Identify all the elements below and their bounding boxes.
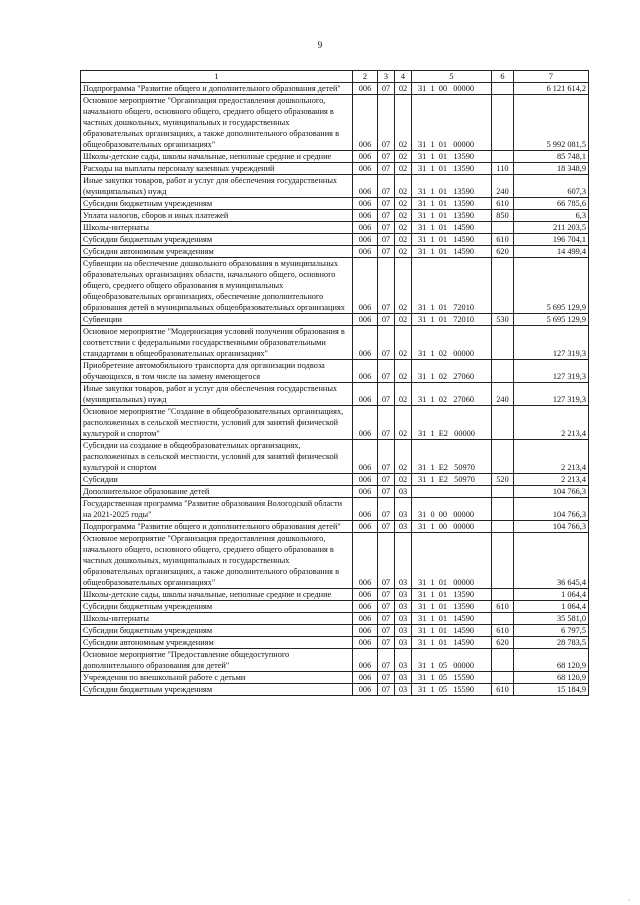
table-row <box>81 637 589 649</box>
target-item-code: 31 1 01 72010 <box>412 314 492 326</box>
table-row <box>81 258 589 314</box>
row-description: Субсидии на создание в общеобразовательных организациях, расположенных в сельской местности, условий для занятий физической культурой и спортом <box>81 440 353 474</box>
target-item-code: 31 0 00 00000 <box>412 498 492 521</box>
row-description: Подпрограмма "Развитие общего и дополнительного образования детей" <box>81 521 353 533</box>
table-row <box>81 625 589 637</box>
expense-type-code <box>492 326 514 360</box>
subsection-code: 02 <box>395 326 412 360</box>
expense-type-code: 530 <box>492 314 514 326</box>
expense-type-code: 610 <box>492 625 514 637</box>
section-code: 07 <box>378 498 395 521</box>
section-code: 07 <box>378 486 395 498</box>
section-code: 07 <box>378 649 395 672</box>
amount: 28 783,5 <box>514 637 589 649</box>
expense-type-code <box>492 360 514 383</box>
table-row <box>81 175 589 198</box>
row-description: Учреждения по внешкольной работе с детьми <box>81 672 353 684</box>
section-code: 07 <box>378 406 395 440</box>
target-item-code: 31 1 01 14590 <box>412 613 492 625</box>
table-header-row <box>81 71 589 83</box>
ministry-code: 006 <box>353 222 378 234</box>
amount: 5 992 081,5 <box>514 95 589 151</box>
table-row <box>81 521 589 533</box>
section-code: 07 <box>378 258 395 314</box>
subsection-code: 03 <box>395 601 412 613</box>
target-item-code: 31 1 00 00000 <box>412 521 492 533</box>
ministry-code: 006 <box>353 684 378 696</box>
section-code: 07 <box>378 360 395 383</box>
expense-type-code <box>492 440 514 474</box>
table-row <box>81 383 589 406</box>
table-row <box>81 589 589 601</box>
amount: 6,3 <box>514 210 589 222</box>
amount: 196 704,1 <box>514 234 589 246</box>
subsection-code: 02 <box>395 406 412 440</box>
amount: 5 695 129,9 <box>514 258 589 314</box>
section-code: 07 <box>378 521 395 533</box>
target-item-code: 31 1 02 27060 <box>412 383 492 406</box>
row-description: Уплата налогов, сборов и иных платежей <box>81 210 353 222</box>
target-item-code <box>412 486 492 498</box>
ministry-code: 006 <box>353 95 378 151</box>
page-number: 9 <box>317 40 323 50</box>
target-item-code: 31 1 01 13590 <box>412 151 492 163</box>
amount: 1 064,4 <box>514 601 589 613</box>
row-description: Подпрограмма "Развитие общего и дополнительного образования детей" <box>81 83 353 95</box>
section-code: 07 <box>378 234 395 246</box>
column-header: 4 <box>395 71 412 83</box>
ministry-code: 006 <box>353 672 378 684</box>
ministry-code: 006 <box>353 474 378 486</box>
amount: 15 184,9 <box>514 684 589 696</box>
table-row <box>81 314 589 326</box>
ministry-code: 006 <box>353 360 378 383</box>
expense-type-code: 620 <box>492 246 514 258</box>
column-header: 3 <box>378 71 395 83</box>
amount: 85 748,1 <box>514 151 589 163</box>
ministry-code: 006 <box>353 486 378 498</box>
amount: 66 785,6 <box>514 198 589 210</box>
expense-type-code <box>492 613 514 625</box>
expense-type-code <box>492 222 514 234</box>
section-code: 07 <box>378 163 395 175</box>
ministry-code: 006 <box>353 521 378 533</box>
table-row <box>81 360 589 383</box>
ministry-code: 006 <box>353 637 378 649</box>
row-description: Субсидии бюджетным учреждениям <box>81 684 353 696</box>
row-description: Школы-интернаты <box>81 222 353 234</box>
amount: 104 766,3 <box>514 486 589 498</box>
expense-type-code <box>492 521 514 533</box>
row-description: Основное мероприятие "Предоставление общедоступного дополнительного образования для детей" <box>81 649 353 672</box>
target-item-code: 31 1 01 14590 <box>412 222 492 234</box>
target-item-code: 31 1 01 13590 <box>412 175 492 198</box>
ministry-code: 006 <box>353 163 378 175</box>
ministry-code: 006 <box>353 440 378 474</box>
expense-type-code <box>492 95 514 151</box>
target-item-code: 31 1 01 72010 <box>412 258 492 314</box>
target-item-code: 31 1 01 00000 <box>412 95 492 151</box>
amount: 211 203,5 <box>514 222 589 234</box>
target-item-code: 31 1 05 15590 <box>412 684 492 696</box>
ministry-code: 006 <box>353 625 378 637</box>
subsection-code: 03 <box>395 684 412 696</box>
ministry-code: 006 <box>353 406 378 440</box>
ministry-code: 006 <box>353 314 378 326</box>
row-description: Школы-интернаты <box>81 613 353 625</box>
table-row <box>81 83 589 95</box>
subsection-code: 02 <box>395 210 412 222</box>
table-row <box>81 326 589 360</box>
section-code: 07 <box>378 613 395 625</box>
table-row <box>81 672 589 684</box>
subsection-code: 02 <box>395 163 412 175</box>
section-code: 07 <box>378 589 395 601</box>
ministry-code: 006 <box>353 83 378 95</box>
amount: 127 319,3 <box>514 360 589 383</box>
expense-type-code <box>492 533 514 589</box>
amount: 68 120,9 <box>514 672 589 684</box>
section-code: 07 <box>378 151 395 163</box>
table-row <box>81 486 589 498</box>
row-description: Школы-детские сады, школы начальные, неполные средние и средние <box>81 151 353 163</box>
row-description: Основное мероприятие "Модернизация условий получения образования в соответствии с федеральными государственными образовательными стандартами в общеобразовательных организациях" <box>81 326 353 360</box>
expense-type-code: 620 <box>492 637 514 649</box>
section-code: 07 <box>378 210 395 222</box>
subsection-code: 03 <box>395 486 412 498</box>
section-code: 07 <box>378 625 395 637</box>
section-code: 07 <box>378 684 395 696</box>
section-code: 07 <box>378 326 395 360</box>
ministry-code: 006 <box>353 258 378 314</box>
section-code: 07 <box>378 474 395 486</box>
table-row <box>81 440 589 474</box>
target-item-code: 31 1 05 00000 <box>412 649 492 672</box>
section-code: 07 <box>378 175 395 198</box>
ministry-code: 006 <box>353 234 378 246</box>
ministry-code: 006 <box>353 649 378 672</box>
expense-type-code: 240 <box>492 175 514 198</box>
amount: 6 797,5 <box>514 625 589 637</box>
row-description: Расходы на выплаты персоналу казенных учреждений <box>81 163 353 175</box>
subsection-code: 02 <box>395 175 412 198</box>
amount: 607,3 <box>514 175 589 198</box>
section-code: 07 <box>378 246 395 258</box>
row-description: Государственная программа "Развитие образования Вологодской области на 2021-2025 годы" <box>81 498 353 521</box>
target-item-code: 31 1 01 13590 <box>412 198 492 210</box>
amount: 104 766,3 <box>514 521 589 533</box>
ministry-code: 006 <box>353 175 378 198</box>
expense-type-code <box>492 406 514 440</box>
expense-type-code: 610 <box>492 601 514 613</box>
amount: 35 581,0 <box>514 613 589 625</box>
column-header: 1 <box>81 71 353 83</box>
expense-type-code <box>492 151 514 163</box>
ministry-code: 006 <box>353 589 378 601</box>
expense-type-code: 610 <box>492 684 514 696</box>
section-code: 07 <box>378 637 395 649</box>
amount: 5 695 129,9 <box>514 314 589 326</box>
amount: 14 499,4 <box>514 246 589 258</box>
ministry-code: 006 <box>353 498 378 521</box>
target-item-code: 31 1 01 14590 <box>412 234 492 246</box>
amount: 2 213,4 <box>514 406 589 440</box>
subsection-code: 02 <box>395 95 412 151</box>
amount: 2 213,4 <box>514 440 589 474</box>
amount: 18 348,9 <box>514 163 589 175</box>
row-description: Субсидии автономным учреждениям <box>81 637 353 649</box>
amount: 36 645,4 <box>514 533 589 589</box>
target-item-code: 31 1 E2 50970 <box>412 440 492 474</box>
ministry-code: 006 <box>353 383 378 406</box>
column-header: 5 <box>412 71 492 83</box>
section-code: 07 <box>378 440 395 474</box>
section-code: 07 <box>378 95 395 151</box>
expense-type-code <box>492 486 514 498</box>
subsection-code: 03 <box>395 672 412 684</box>
expense-type-code: 240 <box>492 383 514 406</box>
expense-type-code: 110 <box>492 163 514 175</box>
target-item-code: 31 1 02 00000 <box>412 326 492 360</box>
expense-type-code: 850 <box>492 210 514 222</box>
target-item-code: 31 1 01 13590 <box>412 601 492 613</box>
ministry-code: 006 <box>353 533 378 589</box>
table-row <box>81 246 589 258</box>
subsection-code: 02 <box>395 360 412 383</box>
expense-type-code: 610 <box>492 234 514 246</box>
subsection-code: 03 <box>395 613 412 625</box>
amount: 104 766,3 <box>514 498 589 521</box>
table-row <box>81 198 589 210</box>
subsection-code: 02 <box>395 83 412 95</box>
subsection-code: 02 <box>395 222 412 234</box>
table-row <box>81 649 589 672</box>
table-row <box>81 533 589 589</box>
subsection-code: 02 <box>395 314 412 326</box>
target-item-code: 31 1 00 00000 <box>412 83 492 95</box>
target-item-code: 31 1 05 15590 <box>412 672 492 684</box>
target-item-code: 31 1 01 13590 <box>412 210 492 222</box>
ministry-code: 006 <box>353 210 378 222</box>
ministry-code: 006 <box>353 601 378 613</box>
expense-type-code <box>492 258 514 314</box>
row-description: Субсидии бюджетным учреждениям <box>81 198 353 210</box>
expense-type-code <box>492 83 514 95</box>
subsection-code: 03 <box>395 649 412 672</box>
section-code: 07 <box>378 314 395 326</box>
section-code: 07 <box>378 83 395 95</box>
row-description: Субсидии бюджетным учреждениям <box>81 601 353 613</box>
target-item-code: 31 1 01 13590 <box>412 163 492 175</box>
subsection-code: 02 <box>395 198 412 210</box>
corner-mark: · <box>628 898 630 904</box>
column-header: 7 <box>514 71 589 83</box>
table-row <box>81 234 589 246</box>
subsection-code: 03 <box>395 625 412 637</box>
row-description: Основное мероприятие "Организация предоставления дошкольного, начального общего, основного общего, среднего общего образования в частных дошкольных, муниципальных и государственных образовательных организациях, а также дополнительного образования в общеобразовательных организациях" <box>81 95 353 151</box>
table-row <box>81 222 589 234</box>
row-description: Школы-детские сады, школы начальные, неполные средние и средние <box>81 589 353 601</box>
section-code: 07 <box>378 601 395 613</box>
table-row <box>81 613 589 625</box>
target-item-code: 31 1 01 13590 <box>412 589 492 601</box>
row-description: Субсидии <box>81 474 353 486</box>
amount: 127 319,3 <box>514 326 589 360</box>
section-code: 07 <box>378 533 395 589</box>
row-description: Субвенции <box>81 314 353 326</box>
target-item-code: 31 1 01 14590 <box>412 246 492 258</box>
row-description: Основное мероприятие "Создание в общеобразовательных организациях, расположенных в сельской местности, условий для занятий физической культурой и спортом" <box>81 406 353 440</box>
subsection-code: 02 <box>395 151 412 163</box>
column-header: 2 <box>353 71 378 83</box>
section-code: 07 <box>378 672 395 684</box>
subsection-code: 03 <box>395 521 412 533</box>
target-item-code: 31 1 01 00000 <box>412 533 492 589</box>
expense-type-code <box>492 498 514 521</box>
expense-type-code <box>492 649 514 672</box>
expense-type-code: 520 <box>492 474 514 486</box>
subsection-code: 02 <box>395 383 412 406</box>
amount: 1 064,4 <box>514 589 589 601</box>
row-description: Субсидии бюджетным учреждениям <box>81 625 353 637</box>
target-item-code: 31 1 E2 00000 <box>412 406 492 440</box>
subsection-code: 03 <box>395 498 412 521</box>
table-row <box>81 406 589 440</box>
subsection-code: 02 <box>395 246 412 258</box>
subsection-code: 03 <box>395 533 412 589</box>
row-description: Иные закупки товаров, работ и услуг для обеспечения государственных (муниципальных) нужд <box>81 175 353 198</box>
subsection-code: 03 <box>395 637 412 649</box>
ministry-code: 006 <box>353 246 378 258</box>
table-row <box>81 95 589 151</box>
ministry-code: 006 <box>353 198 378 210</box>
subsection-code: 03 <box>395 589 412 601</box>
table-row <box>81 151 589 163</box>
table-row <box>81 601 589 613</box>
row-description: Приобретение автомобильного транспорта для организации подвоза обучающихся, в том числе на замену имеющегося <box>81 360 353 383</box>
amount: 127 319,3 <box>514 383 589 406</box>
section-code: 07 <box>378 383 395 406</box>
row-description: Дополнительное образование детей <box>81 486 353 498</box>
ministry-code: 006 <box>353 151 378 163</box>
row-description: Субсидии бюджетным учреждениям <box>81 234 353 246</box>
section-code: 07 <box>378 222 395 234</box>
section-code: 07 <box>378 198 395 210</box>
table-row <box>81 163 589 175</box>
subsection-code: 02 <box>395 440 412 474</box>
row-description: Иные закупки товаров, работ и услуг для обеспечения государственных (муниципальных) нужд <box>81 383 353 406</box>
ministry-code: 006 <box>353 326 378 360</box>
target-item-code: 31 1 02 27060 <box>412 360 492 383</box>
subsection-code: 02 <box>395 474 412 486</box>
table-row <box>81 210 589 222</box>
table-row <box>81 474 589 486</box>
row-description: Основное мероприятие "Организация предоставления дошкольного, начального общего, основного общего, среднего общего образования в частных дошкольных, муниципальных и государственных образовательных организациях, а также дополнительного образования в общеобразовательных организациях" <box>81 533 353 589</box>
row-description: Субсидии автономным учреждениям <box>81 246 353 258</box>
expense-type-code <box>492 672 514 684</box>
amount: 2 213,4 <box>514 474 589 486</box>
subsection-code: 02 <box>395 234 412 246</box>
amount: 6 121 614,2 <box>514 83 589 95</box>
ministry-code: 006 <box>353 613 378 625</box>
table-row <box>81 684 589 696</box>
target-item-code: 31 1 01 14590 <box>412 625 492 637</box>
table-row <box>81 498 589 521</box>
target-item-code: 31 1 E2 50970 <box>412 474 492 486</box>
subsection-code: 02 <box>395 258 412 314</box>
column-header: 6 <box>492 71 514 83</box>
amount: 68 120,9 <box>514 649 589 672</box>
target-item-code: 31 1 01 14590 <box>412 637 492 649</box>
row-description: Субвенции на обеспечение дошкольного образования в муниципальных образовательных организациях области, начального общего, основного общего, среднего общего образования в муниципальных общеобразовательных организациях, обеспечение дополнительного образования детей в муниципальных общеобразовательных организациях <box>81 258 353 314</box>
budget-table <box>80 70 589 696</box>
expense-type-code: 610 <box>492 198 514 210</box>
expense-type-code <box>492 589 514 601</box>
